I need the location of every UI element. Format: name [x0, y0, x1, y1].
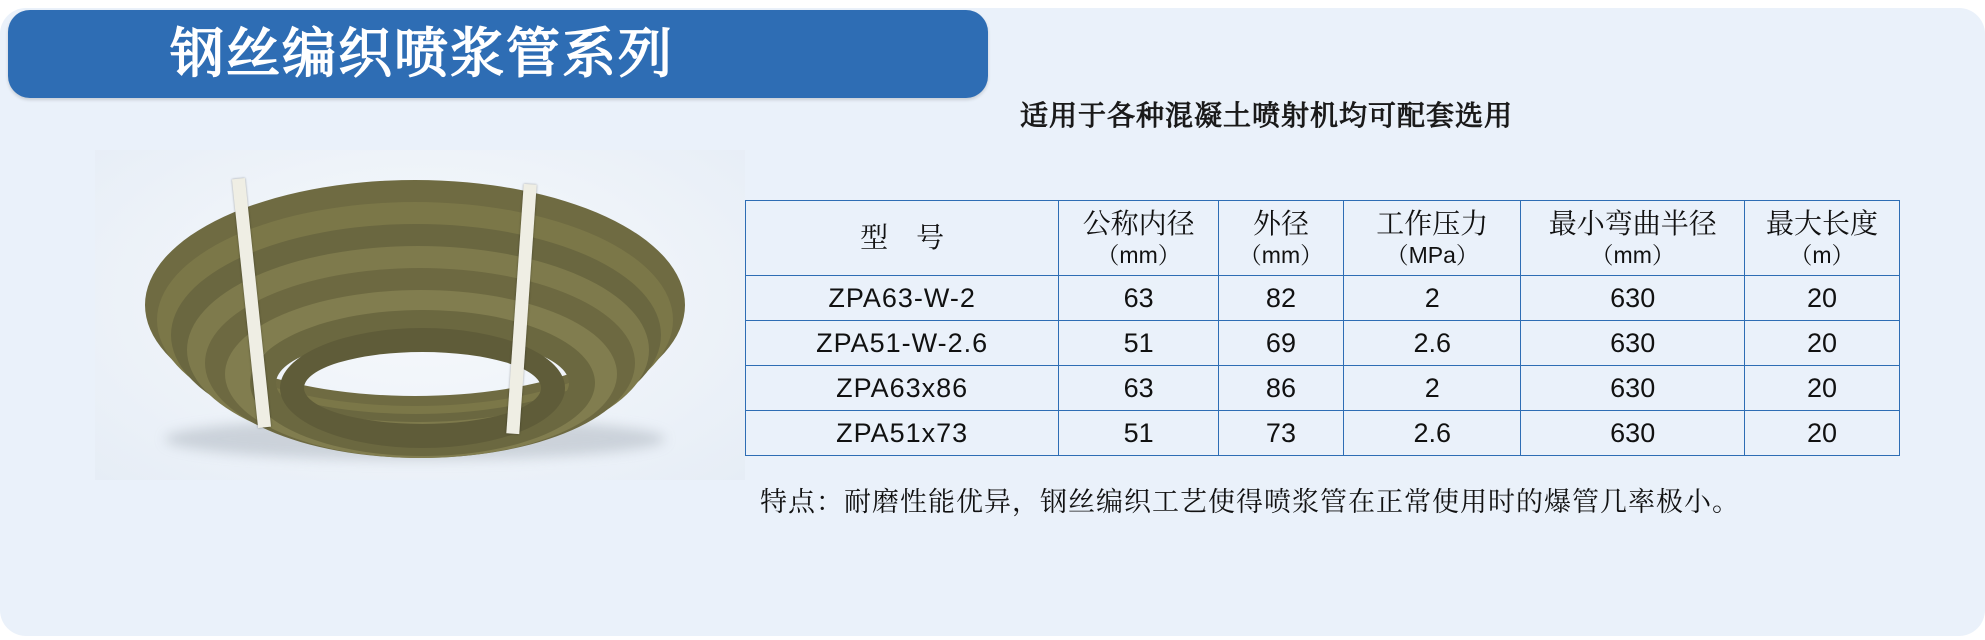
- table-header-row: [746, 201, 1900, 276]
- cell-inner-diameter: 63: [1059, 366, 1218, 411]
- page-title: 钢丝编织喷浆管系列: [170, 24, 674, 84]
- cell-inner-diameter: 51: [1059, 321, 1218, 366]
- cell-max-length: 20: [1744, 366, 1899, 411]
- table-row: [746, 276, 1900, 321]
- hose-coil-illustration: [95, 150, 745, 480]
- title-bar: [8, 10, 988, 98]
- cell-min-bend-radius: 630: [1521, 366, 1745, 411]
- cell-working-pressure: 2: [1344, 366, 1521, 411]
- column-header-outer-diameter: 外径 （mm）: [1218, 201, 1343, 276]
- cell-max-length: 20: [1744, 321, 1899, 366]
- table-row: [746, 411, 1900, 456]
- page-subtitle: 适用于各种混凝土喷射机均可配套选用: [1020, 100, 1514, 131]
- cell-outer-diameter: 69: [1218, 321, 1343, 366]
- spec-table: [745, 200, 1900, 456]
- cell-working-pressure: 2: [1344, 276, 1521, 321]
- table-row: [746, 366, 1900, 411]
- feature-note: 特点：耐磨性能优异，钢丝编织工艺使得喷浆管在正常使用时的爆管几率极小。: [760, 487, 1740, 517]
- column-header-min-bend-radius: 最小弯曲半径 （mm）: [1521, 201, 1745, 276]
- cell-working-pressure: 2.6: [1344, 321, 1521, 366]
- column-header-model: 型 号: [746, 201, 1059, 276]
- cell-min-bend-radius: 630: [1521, 321, 1745, 366]
- cell-model: ZPA51-W-2.6: [746, 321, 1059, 366]
- table-row: [746, 321, 1900, 366]
- column-header-max-length: 最大长度 （m）: [1744, 201, 1899, 276]
- product-photo: [95, 150, 745, 480]
- spec-table-container: [745, 200, 1900, 456]
- cell-inner-diameter: 63: [1059, 276, 1218, 321]
- cell-model: ZPA63-W-2: [746, 276, 1059, 321]
- column-header-inner-diameter: 公称内径 （mm）: [1059, 201, 1218, 276]
- cell-inner-diameter: 51: [1059, 411, 1218, 456]
- cell-outer-diameter: 86: [1218, 366, 1343, 411]
- cell-outer-diameter: 73: [1218, 411, 1343, 456]
- cell-working-pressure: 2.6: [1344, 411, 1521, 456]
- cell-min-bend-radius: 630: [1521, 411, 1745, 456]
- cell-outer-diameter: 82: [1218, 276, 1343, 321]
- column-header-working-pressure: 工作压力 （MPa）: [1344, 201, 1521, 276]
- cell-max-length: 20: [1744, 276, 1899, 321]
- cell-max-length: 20: [1744, 411, 1899, 456]
- cell-model: ZPA63x86: [746, 366, 1059, 411]
- cell-model: ZPA51x73: [746, 411, 1059, 456]
- cell-min-bend-radius: 630: [1521, 276, 1745, 321]
